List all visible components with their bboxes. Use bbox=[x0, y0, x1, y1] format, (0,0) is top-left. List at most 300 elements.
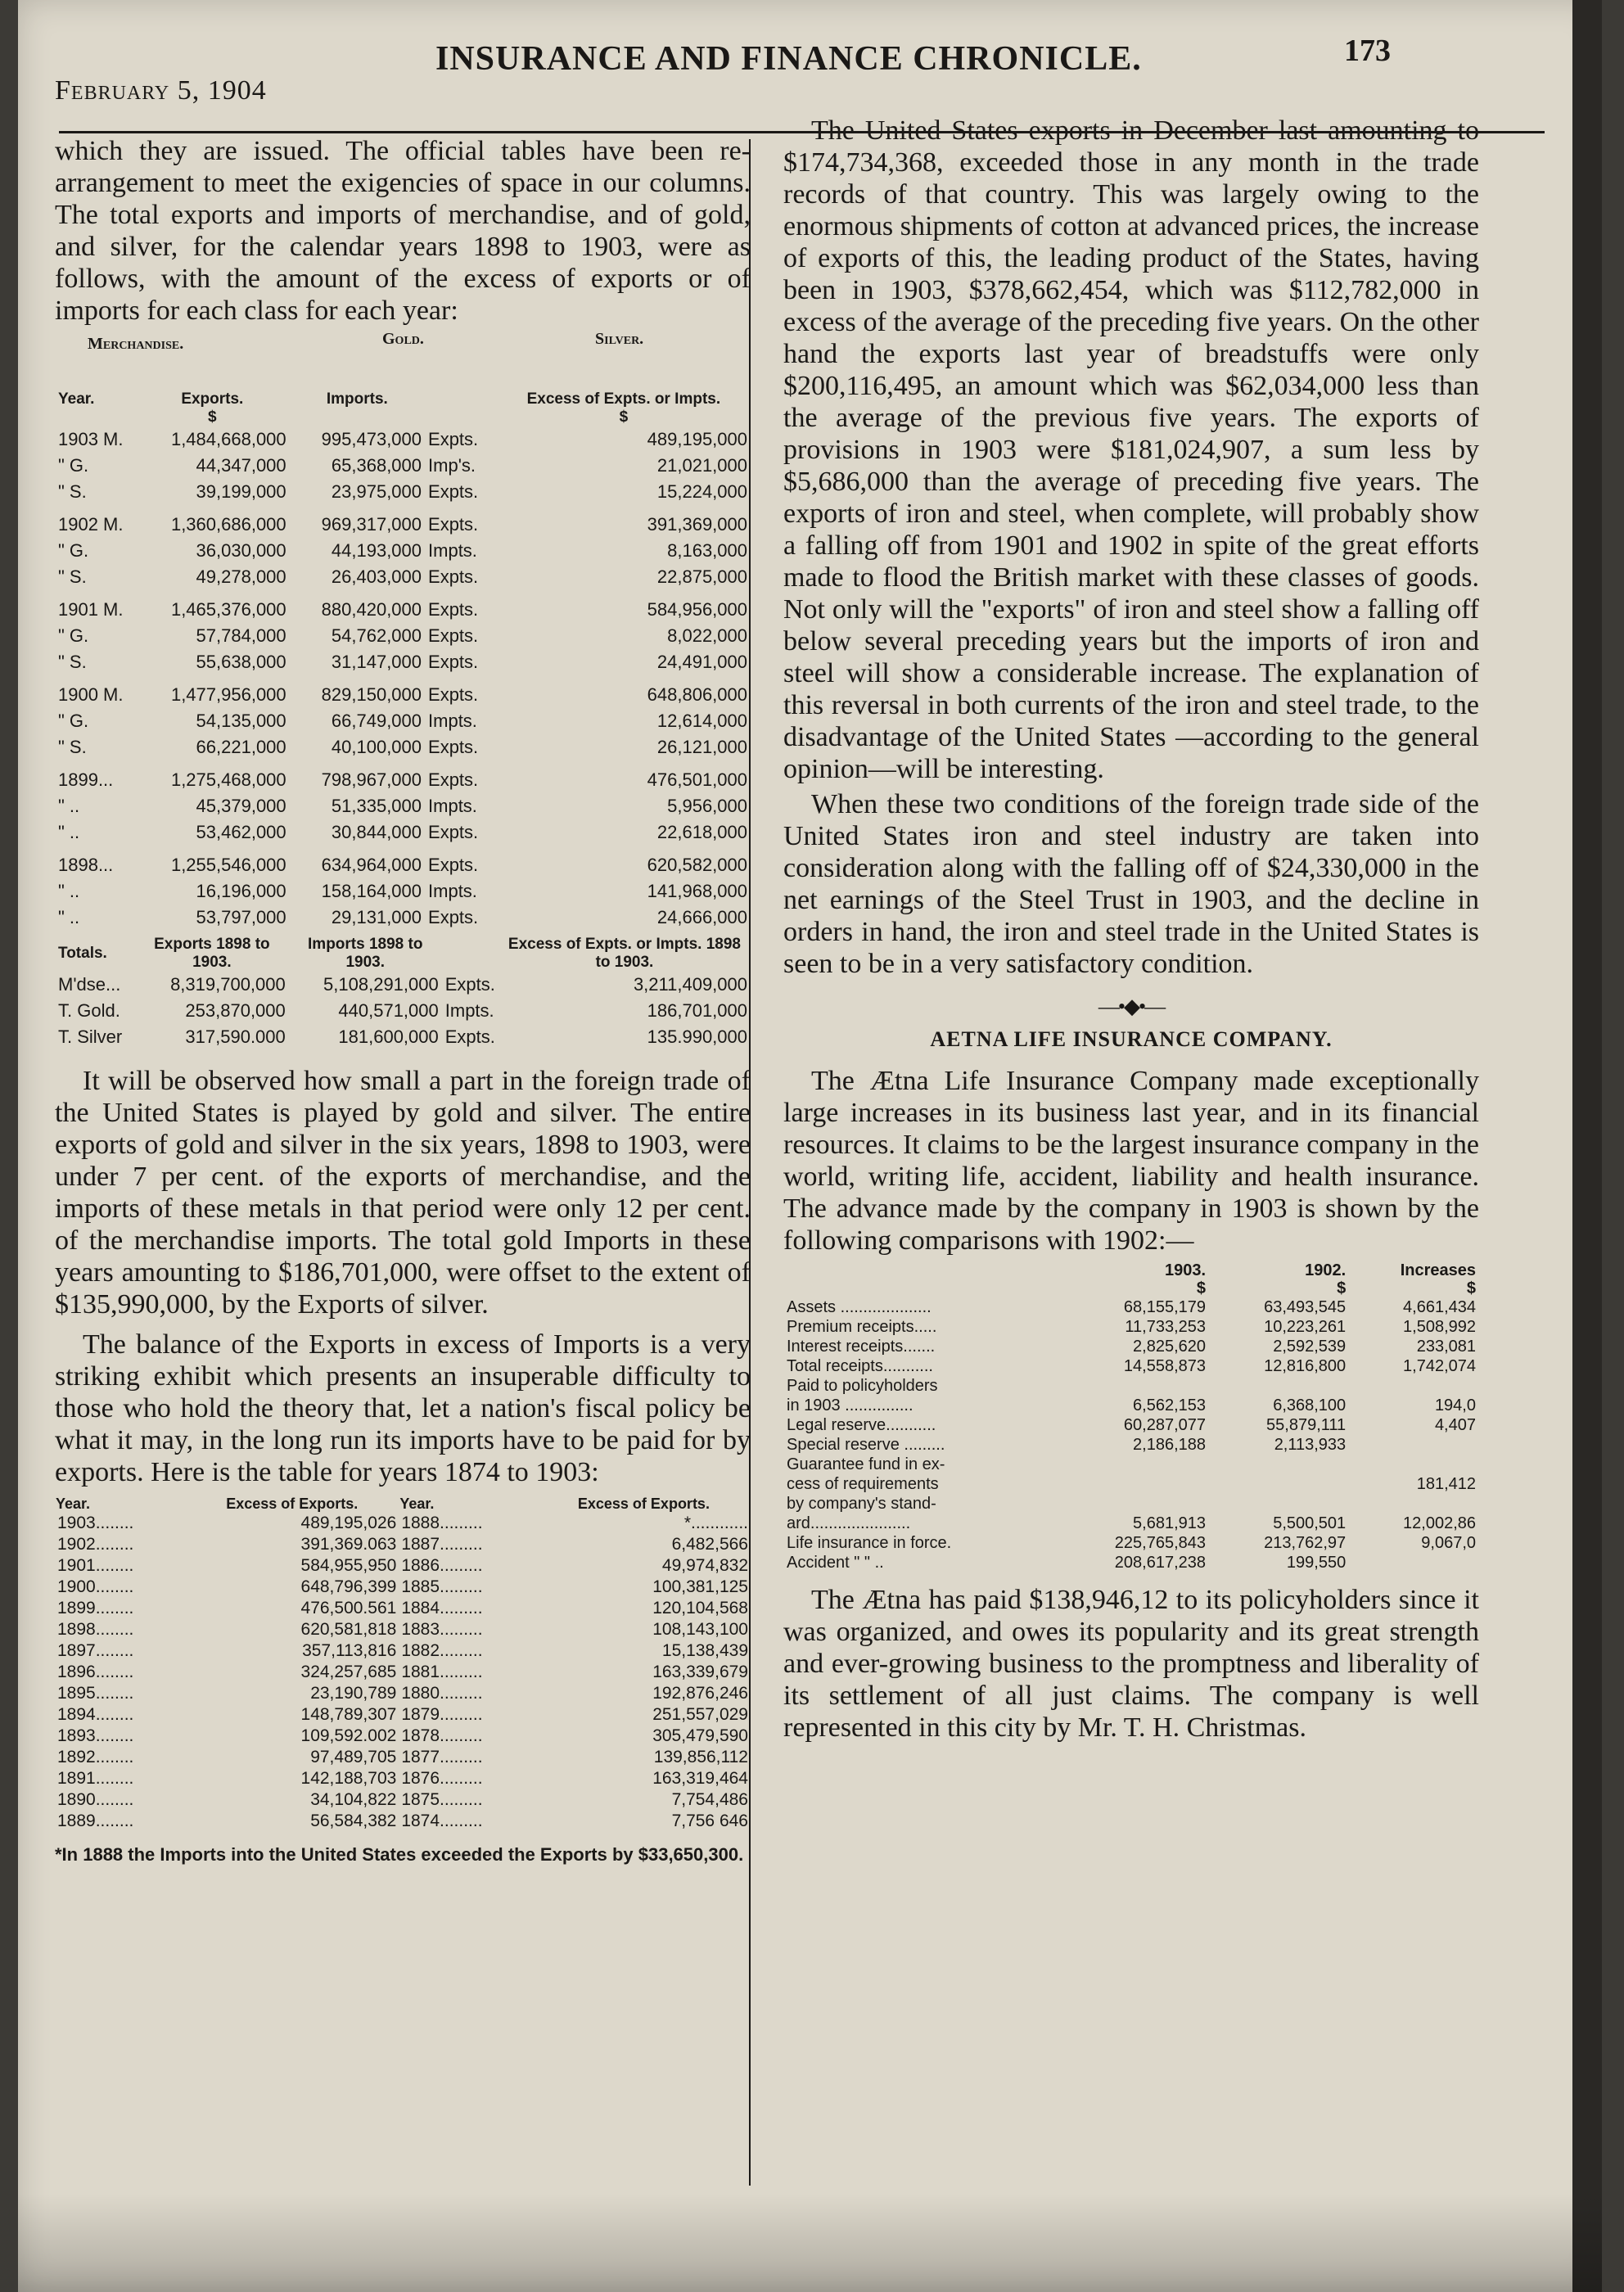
trade-exports: 1,255,546,000 bbox=[170, 855, 286, 875]
trade-kind: Impts. bbox=[428, 796, 477, 816]
aetna-increase bbox=[1349, 1494, 1479, 1514]
trade-row bbox=[55, 453, 751, 479]
history-year: 1881......... bbox=[401, 1663, 483, 1681]
totals-exports: 253,870,000 bbox=[185, 1000, 286, 1021]
aetna-increase bbox=[1349, 1455, 1479, 1474]
aetna-1902: 2,113,933 bbox=[1274, 1436, 1347, 1454]
totals-imports: 181,600,000 bbox=[338, 1026, 439, 1047]
group-gold: Gold. bbox=[382, 330, 424, 348]
trade-imports: 51,335,000 bbox=[331, 796, 422, 816]
history-excess: 251,557,029 bbox=[652, 1705, 748, 1724]
aetna-increase bbox=[1349, 1553, 1479, 1572]
steel-paragraph: When these two conditions of the foreign trade side of the United States iron and steel industry are taken into consideration along with the falling off of $24,330,000 in the net earnings of the Steel Trust in 1903, and the decline in orders in hand, the iron and steel trade in the United States is seen to be in a very satisfactory condition. bbox=[783, 789, 1479, 979]
totals-col-exports: Exports 1898 to 1903. bbox=[154, 936, 270, 971]
aetna-row bbox=[783, 1474, 1479, 1494]
aetna-row bbox=[783, 1435, 1479, 1455]
totals-col-imports: Imports 1898 to 1903. bbox=[308, 936, 423, 971]
trade-exports: 54,135,000 bbox=[196, 711, 286, 731]
aetna-row-label: Guarantee fund in ex- bbox=[787, 1455, 945, 1473]
totals-imports: 440,571,000 bbox=[338, 1000, 439, 1021]
section-ornament: —•◆•— bbox=[1098, 995, 1165, 1018]
history-year: 1877......... bbox=[401, 1748, 483, 1766]
history-row bbox=[55, 1683, 751, 1704]
history-row bbox=[55, 1534, 751, 1555]
trade-row bbox=[55, 538, 751, 564]
history-year: 1886......... bbox=[401, 1556, 483, 1575]
history-year: 1889........ bbox=[57, 1811, 134, 1830]
history-row bbox=[55, 1555, 751, 1577]
trade-kind: Impts. bbox=[428, 881, 477, 901]
aetna-1902: 199,550 bbox=[1286, 1554, 1347, 1572]
totals-exports: 317,590.000 bbox=[185, 1026, 286, 1047]
aetna-row bbox=[783, 1297, 1479, 1317]
aetna-increase: 233,081 bbox=[1416, 1338, 1476, 1356]
trade-excess: 391,369,000 bbox=[647, 514, 747, 535]
trade-year: " G. bbox=[58, 540, 89, 561]
history-year: 1894........ bbox=[57, 1705, 134, 1724]
history-year: 1895........ bbox=[57, 1684, 134, 1703]
trade-kind: Expts. bbox=[428, 737, 479, 757]
history-year: 1900........ bbox=[57, 1577, 134, 1596]
trade-row bbox=[55, 819, 751, 846]
history-excess: 324,257,685 bbox=[300, 1663, 397, 1681]
aetna-1902 bbox=[1209, 1376, 1349, 1396]
trade-imports: 829,150,000 bbox=[321, 684, 422, 705]
trade-excess: 476,501,000 bbox=[647, 769, 747, 790]
trade-kind: Expts. bbox=[428, 566, 479, 587]
history-year: 1898........ bbox=[57, 1620, 134, 1639]
totals-excess: 186,701,000 bbox=[647, 1000, 747, 1021]
exports-paragraph: The United States exports in December last amounting to $174,734,368, exceeded those in any month in the trade records of that country. This was largely owing to the enormous shipments of cotton at advanced prices, the increase of exports of this, the leading product of the States, having been in 1903, $378,662,454, which was $112,782,000 in excess of the average of the preceding five years. On the other hand the exports last year of breadstuffs were only $200,116,495, an amount which was $62,034,000 less than the average of the previous five years. The exports of provisions in 1903 were $181,024,907, a sum less by $5,686,000 than the average of preceding five years. The exports of iron and steel, when complete, will probably show a falling off from 1901 and 1902 in spite of the great efforts made to flood the British market with these classes of goods. Not only will the "exports" of iron and steel show a falling off below several preceding years but the imports of iron and steel will show a considerable increase. The explanation of this reversal in both currents of the iron and steel trade, to the disadvantage of the United States —according to the general opinion—will be interesting. bbox=[783, 115, 1479, 784]
trade-row bbox=[55, 760, 751, 793]
history-excess: 120,104,568 bbox=[652, 1599, 748, 1617]
trade-row bbox=[55, 878, 751, 905]
history-year: 1882......... bbox=[401, 1641, 483, 1660]
aetna-unit-1902: $ bbox=[1337, 1279, 1347, 1297]
totals-row-label: T. Silver bbox=[58, 1026, 123, 1047]
trade-year: 1900 M. bbox=[58, 684, 124, 705]
history-excess: 7,756 646 bbox=[671, 1811, 748, 1830]
aetna-1902: 55,879,111 bbox=[1266, 1416, 1347, 1434]
trade-kind: Expts. bbox=[428, 907, 479, 927]
totals-kind: Expts. bbox=[444, 1026, 495, 1047]
history-excess: 163,319,464 bbox=[652, 1769, 748, 1788]
group-silver: Silver. bbox=[595, 330, 644, 348]
hist-col-excess-right: Excess of Exports. bbox=[577, 1496, 710, 1512]
trade-excess: 22,875,000 bbox=[656, 566, 747, 587]
history-row bbox=[55, 1768, 751, 1789]
history-excess: 15,138,439 bbox=[661, 1641, 748, 1660]
history-excess: 305,479,590 bbox=[652, 1726, 748, 1745]
trade-imports: 880,420,000 bbox=[321, 599, 422, 620]
trade-imports: 30,844,000 bbox=[331, 822, 422, 842]
trade-exports: 44,347,000 bbox=[196, 455, 286, 476]
aetna-row-label: Legal reserve........... bbox=[787, 1416, 936, 1434]
col-imports: Imports. bbox=[326, 390, 388, 408]
trade-year: " S. bbox=[58, 652, 87, 672]
trade-kind: Impts. bbox=[428, 711, 477, 731]
totals-col-excess: Excess of Expts. or Impts. 1898 to 1903. bbox=[508, 936, 741, 971]
totals-row-label: T. Gold. bbox=[58, 1000, 120, 1021]
history-year: 1899........ bbox=[57, 1599, 134, 1617]
totals-excess: 3,211,409,000 bbox=[633, 974, 747, 995]
trade-row bbox=[55, 649, 751, 675]
aetna-row bbox=[783, 1494, 1479, 1514]
history-year: 1901........ bbox=[57, 1556, 134, 1575]
history-excess: 148,789,307 bbox=[300, 1705, 397, 1724]
aetna-1903: 208,617,238 bbox=[1114, 1554, 1207, 1572]
unit-excess: $ bbox=[619, 408, 629, 426]
trade-exports: 66,221,000 bbox=[196, 737, 286, 757]
trade-imports: 969,317,000 bbox=[321, 514, 422, 535]
history-excess: 108,143,100 bbox=[652, 1620, 748, 1639]
history-year: 1891........ bbox=[57, 1769, 134, 1788]
history-excess: 476,500.561 bbox=[300, 1599, 397, 1617]
history-excess: 648,796,399 bbox=[300, 1577, 397, 1596]
trade-year: " .. bbox=[58, 796, 80, 816]
left-column bbox=[55, 135, 751, 1866]
aetna-row-label: Assets .................... bbox=[787, 1298, 932, 1316]
aetna-1903: 2,825,620 bbox=[1133, 1338, 1207, 1356]
trade-excess: 8,022,000 bbox=[667, 625, 747, 646]
totals-kind: Impts. bbox=[444, 1000, 494, 1021]
intro-paragraph: which they are issued. The official tables have been re-arrangement to meet the exigencies of space in our columns. The total exports and imports of merchandise, and of gold, and silver, for the calendar years 1898 to 1903, were as follows, with the amount of the excess of exports or of imports for each class for each year: bbox=[55, 136, 751, 326]
aetna-col-increase: Increases bbox=[1400, 1261, 1476, 1279]
aetna-col-1902: 1902. bbox=[1305, 1261, 1347, 1279]
history-year: 1880......... bbox=[401, 1684, 483, 1703]
trade-exports: 1,484,668,000 bbox=[170, 429, 286, 449]
trade-year: 1899... bbox=[58, 769, 114, 790]
aetna-1903: 60,287,077 bbox=[1123, 1416, 1207, 1434]
trade-excess: 26,121,000 bbox=[656, 737, 747, 757]
aetna-1903: 5,681,913 bbox=[1133, 1514, 1207, 1532]
history-row bbox=[55, 1513, 751, 1534]
trade-excess: 24,666,000 bbox=[656, 907, 747, 927]
col-excess: Excess of Expts. or Impts. bbox=[526, 390, 721, 408]
aetna-increase: 12,002,86 bbox=[1403, 1514, 1476, 1532]
trade-year: " S. bbox=[58, 737, 87, 757]
trade-year: " .. bbox=[58, 822, 80, 842]
history-year: 1892........ bbox=[57, 1748, 134, 1766]
history-year: 1903........ bbox=[57, 1514, 134, 1532]
trade-imports: 995,473,000 bbox=[321, 429, 422, 449]
history-year: 1887......... bbox=[401, 1535, 483, 1554]
issue-date: February 5, 1904 bbox=[55, 75, 267, 106]
aetna-1903: 225,765,843 bbox=[1114, 1534, 1207, 1552]
aetna-increase: 181,412 bbox=[1416, 1475, 1476, 1493]
trade-year: " .. bbox=[58, 907, 80, 927]
trade-excess: 15,224,000 bbox=[656, 481, 747, 502]
gold-silver-paragraph: It will be observed how small a part in the foreign trade of the United States is played by gold and silver. The entire exports of gold and silver in the six years, 1898 to 1903, were under 7 per cent. of the exports of merchandise, and the imports of these metals in that period were only 12 per cent. of the merchandise imports. The total gold Imports in these years amounting to $186,701,000, were offset to the extent of $135,990,000, by the Exports of silver. bbox=[55, 1066, 751, 1320]
aetna-1903 bbox=[1054, 1376, 1209, 1396]
aetna-1903 bbox=[1054, 1455, 1209, 1474]
page-shadow bbox=[18, 2194, 1602, 2292]
page-number: 173 bbox=[1344, 34, 1391, 68]
trade-row bbox=[55, 708, 751, 734]
aetna-row-label: ard...................... bbox=[787, 1514, 911, 1532]
history-excess: 142,188,703 bbox=[300, 1769, 397, 1788]
trade-kind: Impts. bbox=[428, 540, 477, 561]
history-year: 1888......... bbox=[401, 1514, 483, 1532]
hist-col-excess-left: Excess of Exports. bbox=[226, 1496, 359, 1512]
trade-exports: 53,797,000 bbox=[196, 907, 286, 927]
history-excess: 7,754,486 bbox=[671, 1790, 748, 1809]
aetna-row-label: Accident " " .. bbox=[787, 1554, 884, 1572]
aetna-1902: 213,762,97 bbox=[1264, 1534, 1347, 1552]
history-excess: 49,974,832 bbox=[661, 1556, 748, 1575]
aetna-heading: AETNA LIFE INSURANCE COMPANY. bbox=[930, 1027, 1333, 1051]
history-excess: 56,584,382 bbox=[310, 1811, 397, 1830]
trade-excess: 5,956,000 bbox=[667, 796, 747, 816]
history-year: 1876......... bbox=[401, 1769, 483, 1788]
history-year: 1890........ bbox=[57, 1790, 134, 1809]
history-excess: 100,381,125 bbox=[652, 1577, 748, 1596]
aetna-1902 bbox=[1209, 1455, 1349, 1474]
trade-kind: Expts. bbox=[428, 429, 479, 449]
trade-year: 1898... bbox=[58, 855, 114, 875]
newspaper-page bbox=[18, 0, 1602, 2292]
totals-exports: 8,319,700,000 bbox=[170, 974, 286, 995]
trade-exports: 45,379,000 bbox=[196, 796, 286, 816]
totals-row bbox=[55, 1024, 751, 1050]
aetna-row-label: by company's stand- bbox=[787, 1495, 936, 1513]
aetna-table bbox=[783, 1261, 1479, 1572]
trade-year: " G. bbox=[58, 625, 89, 646]
aetna-increase: 1,742,074 bbox=[1403, 1357, 1476, 1375]
aetna-increase bbox=[1349, 1435, 1479, 1455]
trade-excess: 648,806,000 bbox=[647, 684, 747, 705]
history-row bbox=[55, 1789, 751, 1811]
trade-exports: 1,477,956,000 bbox=[170, 684, 286, 705]
totals-row bbox=[55, 998, 751, 1024]
history-year: 1893........ bbox=[57, 1726, 134, 1745]
aetna-row bbox=[783, 1376, 1479, 1396]
trade-imports: 26,403,000 bbox=[331, 566, 422, 587]
history-year: 1878......... bbox=[401, 1726, 483, 1745]
trade-imports: 65,368,000 bbox=[331, 455, 422, 476]
totals-kind: Expts. bbox=[444, 974, 495, 995]
aetna-increase: 194,0 bbox=[1434, 1396, 1476, 1414]
trade-imports: 54,762,000 bbox=[331, 625, 422, 646]
aetna-row-label: Life insurance in force. bbox=[787, 1534, 952, 1552]
trade-exports: 16,196,000 bbox=[196, 881, 286, 901]
trade-kind: Expts. bbox=[428, 822, 479, 842]
history-year: 1884......... bbox=[401, 1599, 483, 1617]
right-column bbox=[783, 115, 1479, 1744]
history-year: 1896........ bbox=[57, 1663, 134, 1681]
trade-exports: 55,638,000 bbox=[196, 652, 286, 672]
trade-year: " .. bbox=[58, 881, 80, 901]
aetna-1902: 5,500,501 bbox=[1273, 1514, 1347, 1532]
trade-kind: Expts. bbox=[428, 625, 479, 646]
trade-row bbox=[55, 675, 751, 708]
history-excess: 109,592.002 bbox=[300, 1726, 397, 1745]
trade-imports: 158,164,000 bbox=[321, 881, 422, 901]
aetna-1902 bbox=[1209, 1494, 1349, 1514]
hist-col-year-right: Year. bbox=[399, 1496, 435, 1512]
aetna-row bbox=[783, 1415, 1479, 1435]
totals-row bbox=[55, 972, 751, 998]
aetna-1903: 68,155,179 bbox=[1123, 1298, 1207, 1316]
aetna-row-label: Premium receipts..... bbox=[787, 1318, 937, 1336]
trade-year: " G. bbox=[58, 455, 89, 476]
trade-row bbox=[55, 734, 751, 760]
aetna-row bbox=[783, 1356, 1479, 1376]
aetna-increase: 4,661,434 bbox=[1403, 1298, 1476, 1316]
trade-exports: 57,784,000 bbox=[196, 625, 286, 646]
history-excess: 139,856,112 bbox=[653, 1748, 748, 1766]
aetna-1903: 2,186,188 bbox=[1133, 1436, 1207, 1454]
trade-excess: 22,618,000 bbox=[656, 822, 747, 842]
aetna-row bbox=[783, 1455, 1479, 1474]
footnote: *In 1888 the Imports into the United States exceeded the Exports by $33,650,300. bbox=[55, 1844, 744, 1865]
aetna-row bbox=[783, 1514, 1479, 1533]
trade-year: " S. bbox=[58, 481, 87, 502]
trade-exports: 39,199,000 bbox=[196, 481, 286, 502]
history-excess: 6,482,566 bbox=[671, 1535, 748, 1554]
trade-year: 1903 M. bbox=[58, 429, 124, 449]
aetna-1903: 14,558,873 bbox=[1123, 1357, 1207, 1375]
aetna-row-label: Total receipts........... bbox=[787, 1357, 933, 1375]
aetna-1903 bbox=[1054, 1474, 1209, 1494]
history-row bbox=[55, 1619, 751, 1640]
history-excess: 584,955,950 bbox=[300, 1556, 397, 1575]
trade-row bbox=[55, 905, 751, 931]
group-merchandise: Merchandise. bbox=[88, 335, 184, 353]
history-year: 1885......... bbox=[401, 1577, 483, 1596]
history-excess: 192,876,246 bbox=[652, 1684, 748, 1703]
trade-row bbox=[55, 793, 751, 819]
trade-exports: 36,030,000 bbox=[196, 540, 286, 561]
trade-row bbox=[55, 623, 751, 649]
totals-imports: 5,108,291,000 bbox=[323, 974, 439, 995]
history-year: 1874......... bbox=[401, 1811, 483, 1830]
aetna-1902: 63,493,545 bbox=[1264, 1298, 1347, 1316]
trade-exports: 1,465,376,000 bbox=[170, 599, 286, 620]
history-row bbox=[55, 1640, 751, 1662]
trade-row bbox=[55, 479, 751, 505]
trade-exports: 49,278,000 bbox=[196, 566, 286, 587]
col-year: Year. bbox=[58, 390, 95, 408]
trade-imports: 634,964,000 bbox=[321, 855, 422, 875]
aetna-row-label: Interest receipts....... bbox=[787, 1338, 936, 1356]
trade-kind: Expts. bbox=[428, 855, 479, 875]
history-row bbox=[55, 1747, 751, 1768]
trade-excess: 24,491,000 bbox=[656, 652, 747, 672]
aetna-row-label: in 1903 ............... bbox=[787, 1396, 914, 1414]
history-excess: 163,339,679 bbox=[652, 1663, 748, 1681]
trade-row bbox=[55, 564, 751, 590]
history-row bbox=[55, 1577, 751, 1598]
trade-imports: 40,100,000 bbox=[331, 737, 422, 757]
aetna-row-label: cess of requirements bbox=[787, 1475, 939, 1493]
trade-kind: Expts. bbox=[428, 684, 479, 705]
aetna-row bbox=[783, 1317, 1479, 1337]
trade-kind: Expts. bbox=[428, 514, 479, 535]
aetna-1903 bbox=[1054, 1494, 1209, 1514]
trade-kind: Expts. bbox=[428, 652, 479, 672]
col-exports: Exports. bbox=[181, 390, 244, 408]
aetna-row-label: Paid to policyholders bbox=[787, 1377, 938, 1395]
history-row bbox=[55, 1726, 751, 1747]
trade-row bbox=[55, 590, 751, 623]
trade-excess: 21,021,000 bbox=[656, 455, 747, 476]
balance-paragraph: The balance of the Exports in excess of Imports is a very striking exhibit which presents an insuperable difficulty to those who hold the theory that, let a nation's fiscal policy be what it may, in the long run its imports have to be paid for by exports. Here is the table for years 1874 to 1903: bbox=[55, 1329, 751, 1487]
trade-imports: 31,147,000 bbox=[331, 652, 422, 672]
totals-row-label: M'dse... bbox=[58, 974, 121, 995]
aetna-1902 bbox=[1209, 1474, 1349, 1494]
trade-row bbox=[55, 846, 751, 878]
trade-imports: 798,967,000 bbox=[321, 769, 422, 790]
history-row bbox=[55, 1704, 751, 1726]
trade-exports: 1,360,686,000 bbox=[170, 514, 286, 535]
history-row bbox=[55, 1811, 751, 1832]
aetna-1902: 6,368,100 bbox=[1273, 1396, 1347, 1414]
history-excess: 620,581,818 bbox=[300, 1620, 397, 1639]
aetna-1902: 2,592,539 bbox=[1273, 1338, 1347, 1356]
history-excess: 97,489,705 bbox=[310, 1748, 397, 1766]
aetna-increase: 9,067,0 bbox=[1421, 1534, 1476, 1552]
publication-title: INSURANCE AND FINANCE CHRONICLE. bbox=[435, 40, 1142, 78]
trade-excess: 12,614,000 bbox=[656, 711, 747, 731]
aetna-1903: 6,562,153 bbox=[1133, 1396, 1207, 1414]
history-year: 1902........ bbox=[57, 1535, 134, 1554]
history-excess: 391,369.063 bbox=[300, 1535, 397, 1554]
trade-year: 1902 M. bbox=[58, 514, 124, 535]
aetna-1902: 12,816,800 bbox=[1264, 1357, 1347, 1375]
trade-year: " S. bbox=[58, 566, 87, 587]
aetna-col-1903: 1903. bbox=[1164, 1261, 1207, 1279]
page-edge bbox=[1572, 0, 1602, 2292]
totals-table bbox=[55, 936, 751, 1050]
trade-row bbox=[55, 505, 751, 538]
trade-excess: 620,582,000 bbox=[647, 855, 747, 875]
trade-imports: 29,131,000 bbox=[331, 907, 422, 927]
aetna-unit-1903: $ bbox=[1196, 1279, 1207, 1297]
aetna-row bbox=[783, 1396, 1479, 1415]
trade-year: " G. bbox=[58, 711, 89, 731]
trade-exports: 53,462,000 bbox=[196, 822, 286, 842]
history-year: 1897........ bbox=[57, 1641, 134, 1660]
aetna-1902: 10,223,261 bbox=[1264, 1318, 1347, 1336]
history-year: 1875......... bbox=[401, 1790, 483, 1809]
history-excess: 23,190,789 bbox=[310, 1684, 397, 1703]
history-excess: 489,195,026 bbox=[300, 1514, 397, 1532]
aetna-paragraph: The Ætna Life Insurance Company made exceptionally large increases in its business last year, and in its financial resources. It claims to be the largest insurance company in the world, writing life, accident, liability and health insurance. The advance made by the company in 1903 is shown by the following comparisons with 1902:— bbox=[783, 1066, 1479, 1256]
history-year: 1883......... bbox=[401, 1620, 483, 1639]
aetna-1903: 11,733,253 bbox=[1125, 1318, 1207, 1336]
aetna-row bbox=[783, 1553, 1479, 1572]
aetna-unit-inc: $ bbox=[1466, 1279, 1476, 1297]
history-excess: 34,104,822 bbox=[310, 1790, 397, 1809]
aetna-increase: 4,407 bbox=[1434, 1416, 1476, 1434]
aetna-row bbox=[783, 1337, 1479, 1356]
aetna-row-label: Special reserve ......... bbox=[787, 1436, 945, 1454]
history-excess: 357,113,816 bbox=[302, 1641, 397, 1660]
trade-kind: Expts. bbox=[428, 769, 479, 790]
hist-col-year-left: Year. bbox=[56, 1496, 91, 1512]
aetna-increase: 1,508,992 bbox=[1403, 1318, 1476, 1336]
trade-kind: Imp's. bbox=[428, 455, 476, 476]
totals-label: Totals. bbox=[58, 945, 107, 962]
aetna-row bbox=[783, 1533, 1479, 1553]
trade-excess: 141,968,000 bbox=[647, 881, 747, 901]
trade-imports: 44,193,000 bbox=[331, 540, 422, 561]
trade-excess: 8,163,000 bbox=[667, 540, 747, 561]
history-table bbox=[55, 1495, 751, 1832]
unit-exports: $ bbox=[208, 408, 217, 426]
trade-imports: 66,749,000 bbox=[331, 711, 422, 731]
